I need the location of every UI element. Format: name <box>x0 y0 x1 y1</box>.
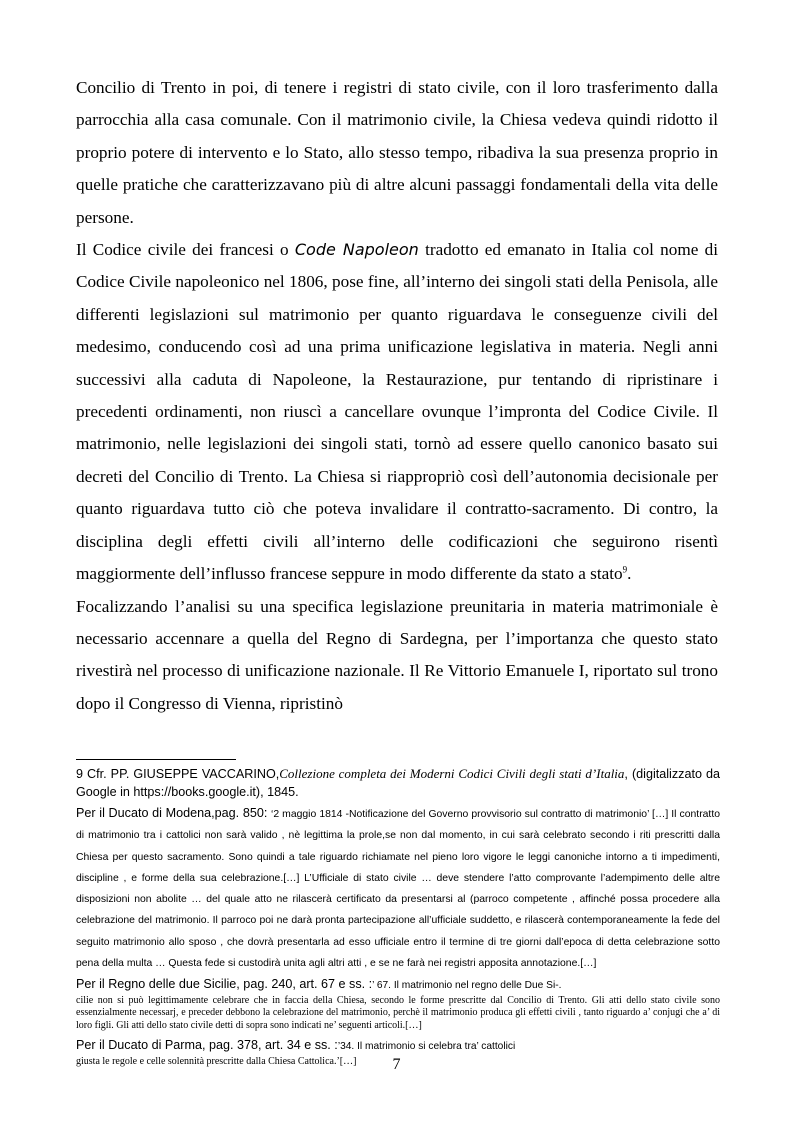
sicilie-quote-body <box>76 995 720 1032</box>
sicilie-heading: Per il Regno delle due Sicilie, pag. 240, art. 67 e ss. : <box>76 977 373 992</box>
paragraph-3 <box>76 591 718 721</box>
page-number: 7 <box>392 1056 401 1073</box>
footnote-9-author: Cfr. PP. GIUSEPPE VACCARINO, <box>87 767 280 781</box>
code-napoleon-italic: Code Napoleon <box>294 240 419 260</box>
footnote-9-title: Collezione completa dei Moderni Codici Civili degli stati d’Italia <box>279 766 625 781</box>
footnotes-area <box>76 765 720 1068</box>
paragraph-2-text-start: Il Codice civile dei francesi o <box>76 240 295 260</box>
sicilie-quote-start: ’ 67. Il matrimonio nel regno delle Due Si-. <box>372 980 562 992</box>
footnote-modena <box>76 803 720 974</box>
modena-quote: ‘2 maggio 1814 -Notificazione del Governo provvisorio sul contratto di matrimonio’ […] Il contratto di matrimonio tra i cattolici non sarà valido , nè legittima la prole,se non dal momento, in cui sarà celebrato secondo i riti prescritti dalla Chiesa per questo sacramento. Sono quindi a tale riguardo richiamate nel pieno loro vigore le leggi canoniche intorno a ti impedimenti, discipline , e forme della sua celebrazione.[…] L’Ufficiale di stato civile … deve stendere l’atto comprovante l’adempimento delle altre disposizioni non abolite … del quale atto ne rilascerà certificato da presentarsi al (parroco competente , affinché possa procedere alla celebrazione del matrimonio. Il parroco poi ne darà pronta partecipazione all’ufficiale suddetto, e rilascerà contemporaneamente la fede del seguito matrimonio allo sposo , che dovrà presentarla ad esso ufficiale entro il termine di tre giorni dall’epoca di detta celebrazione sotto pena della multa … Questa fede si custodirà unita agli altri atti , e se ne farà nei registri apposita annotazione.[…] <box>76 809 720 970</box>
paragraph-2 <box>76 234 718 590</box>
paragraph-2-text-rest: tradotto ed emanato in Italia col nome di Codice Civile napoleonico nel 1806, pose fine, all’interno dei singoli stati della Penisola, alle differenti legislazioni sul matrimonio per quanto riguardava le conseguenze civili del medesimo, conducendo così ad una prima unificazione legislativa in materia. Negli anni successivi alla caduta di Napoleone, la Restaurazione, pur tentando di ripristinare i precedenti ordinamenti, non riuscì a cancellare ovunque l’impronta del Codice Civile. Il matrimonio, nelle legislazioni dei singoli stati, tornò ad essere quello canonico basato sui decreti del Concilio di Trento. La Chiesa si riappropriò così dell’autonomia decisionale per quanto riguardava tutto ciò che poteva invalidare il contratto-sacramento. Di contro, la disciplina degli effetti civili all’interno delle codificazioni che seguirono risentì maggiormente dell’influsso francese seppure in modo differente da stato a stato <box>76 240 718 584</box>
footnote-sicilie <box>76 976 720 995</box>
parma-quote-text: giusta le regole e celle solennità prescritte dalla Chiesa Cattolica.’[…] <box>76 1055 357 1067</box>
parma-quote-start: ’34. Il matrimonio si celebra tra’ cattolici <box>337 1041 516 1053</box>
footnote-9-number: 9 <box>76 767 88 781</box>
paragraph-1-text: Concilio di Trento in poi, di tenere i registri di stato civile, con il loro trasferimento dalla parrocchia alla casa comunale. Con il matrimonio civile, la Chiesa vedeva quindi ridotto il proprio potere di intervento e lo Stato, allo stesso tempo, ribadiva la sua presenza proprio in quelle pratiche che caratterizzavano più di altre alcuni passaggi fondamentali della vita delle persone. <box>76 78 718 227</box>
modena-heading: Per il Ducato di Modena,pag. 850: <box>76 806 272 820</box>
footnote-ref-9[interactable]: 9 <box>622 564 628 575</box>
footnote-parma <box>76 1037 720 1056</box>
parma-heading: Per il Ducato di Parma, pag. 378, art. 34 e ss. : <box>76 1038 338 1053</box>
main-text <box>76 72 718 720</box>
paragraph-3-text: Focalizzando l’analisi su una specifica legislazione preunitaria in materia matrimoniale è necessario accennare a quella del Regno di Sardegna, per l’importanza che questo stato rivestirà nel processo di unificazione nazionale. Il Re Vittorio Emanuele I, riportato sul trono dopo il Congresso di Vienna, ripristinò <box>76 596 718 713</box>
footnote-9 <box>76 765 720 801</box>
footnote-separator <box>76 759 236 760</box>
paragraph-1 <box>76 72 718 234</box>
paragraph-2-period: . <box>627 564 632 584</box>
sicilie-quote-text: cilie non si può legittimamente celebrare che in faccia della Chiesa, secondo le forme prescritte dal Concilio di Trento. Gli atti dello stato civile sono essenzialmente necessarj, e preceder debbono la celebrazione del matrimonio, perchè il matrimonio produca gli effetti civili , tanto riguardo a’ conjugi che a’ di loro figli. Gli atti dello stato civile detti di sopra sono indicati ne’ seguenti articoli.[…] <box>76 994 720 1031</box>
footnote-9-source: , (digitalizzato da Google in https://books.google.it), 1845. <box>76 767 721 799</box>
